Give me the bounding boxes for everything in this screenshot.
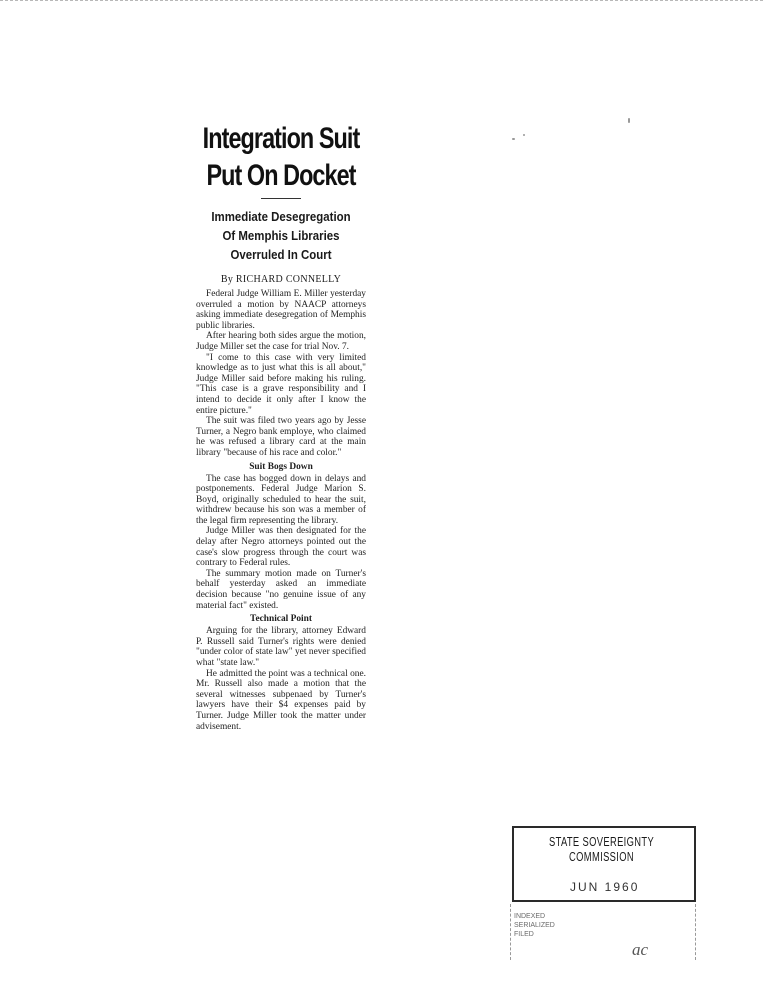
stamp-label-serialized: SERIALIZED <box>514 922 555 929</box>
headline-rule <box>261 198 301 199</box>
deck-line-3: Overruled In Court <box>230 247 332 262</box>
article-paragraph: "I come to this case with very limited knowledge as to just what this is all about," Judge Miller said before making his ruling. "This case is a grave responsibility and I intend to decide it only after I know the entire picture." <box>196 352 366 416</box>
article-paragraph: Arguing for the library, attorney Edward P. Russell said Turner's rights were denied "under color of state law" yet never specified what "state law." <box>196 626 366 668</box>
deck-line-1: Immediate Desegregation <box>211 209 351 224</box>
stamp-label-filed: FILED <box>514 931 534 938</box>
stamp-title: STATE SOVEREIGNTY COMMISSION <box>548 834 655 864</box>
headline-line-2: Put On Docket <box>206 159 356 192</box>
article-headline <box>196 120 366 194</box>
article-deck <box>197 207 364 264</box>
newspaper-clipping <box>196 120 366 900</box>
headline-line-1: Integration Suit <box>202 122 360 155</box>
article-paragraph: He admitted the point was a technical one. Mr. Russell also made a motion that the several witnesses subpenaed by Turner's lawyers have their $4 expenses paid by Turner. Judge Miller took the matter under advisement. <box>196 668 366 732</box>
scan-speck <box>512 138 515 140</box>
article-byline: By RICHARD CONNELLY <box>220 274 342 285</box>
commission-stamp <box>512 826 696 902</box>
stamp-label-indexed: INDEXED <box>514 913 546 920</box>
article-paragraph: The summary motion made on Turner's behalf yesterday asked an immediate decision because "no genuine issue of any material fact" existed. <box>196 568 366 611</box>
article-paragraph: The case has bogged down in delays and postponements. Federal Judge Marion S. Boyd, originally scheduled to hear the suit, withdrew because his son was a member of the legal firm representing the library. <box>196 473 366 526</box>
article-paragraph: Federal Judge William E. Miller yesterday overruled a motion by NAACP attorneys asking immediate desegregation of Memphis public libraries. <box>196 289 366 331</box>
scan-speck <box>523 134 525 136</box>
stamp-labels <box>514 912 555 939</box>
article-paragraph: After hearing both sides argue the motion, Judge Miller set the case for trial Nov. 7. <box>196 331 366 352</box>
stamp-date: JUN 1960 <box>570 880 640 894</box>
article-paragraph: Judge Miller was then designated for the delay after Negro attorneys pointed out the case's slow progress through the court was contrary to Federal rules. <box>196 526 366 569</box>
article-paragraph: The suit was filed two years ago by Jesse Turner, a Negro bank employe, who claimed he was refused a library card at the main library "because of his race and color." <box>196 416 366 458</box>
article-subhead: Suit Bogs Down <box>249 461 313 472</box>
handwritten-initials: ac <box>632 940 649 959</box>
article-subhead: Technical Point <box>250 614 312 625</box>
deck-line-2: Of Memphis Libraries <box>222 228 340 243</box>
scan-top-border <box>0 0 763 3</box>
scan-speck <box>628 118 630 123</box>
